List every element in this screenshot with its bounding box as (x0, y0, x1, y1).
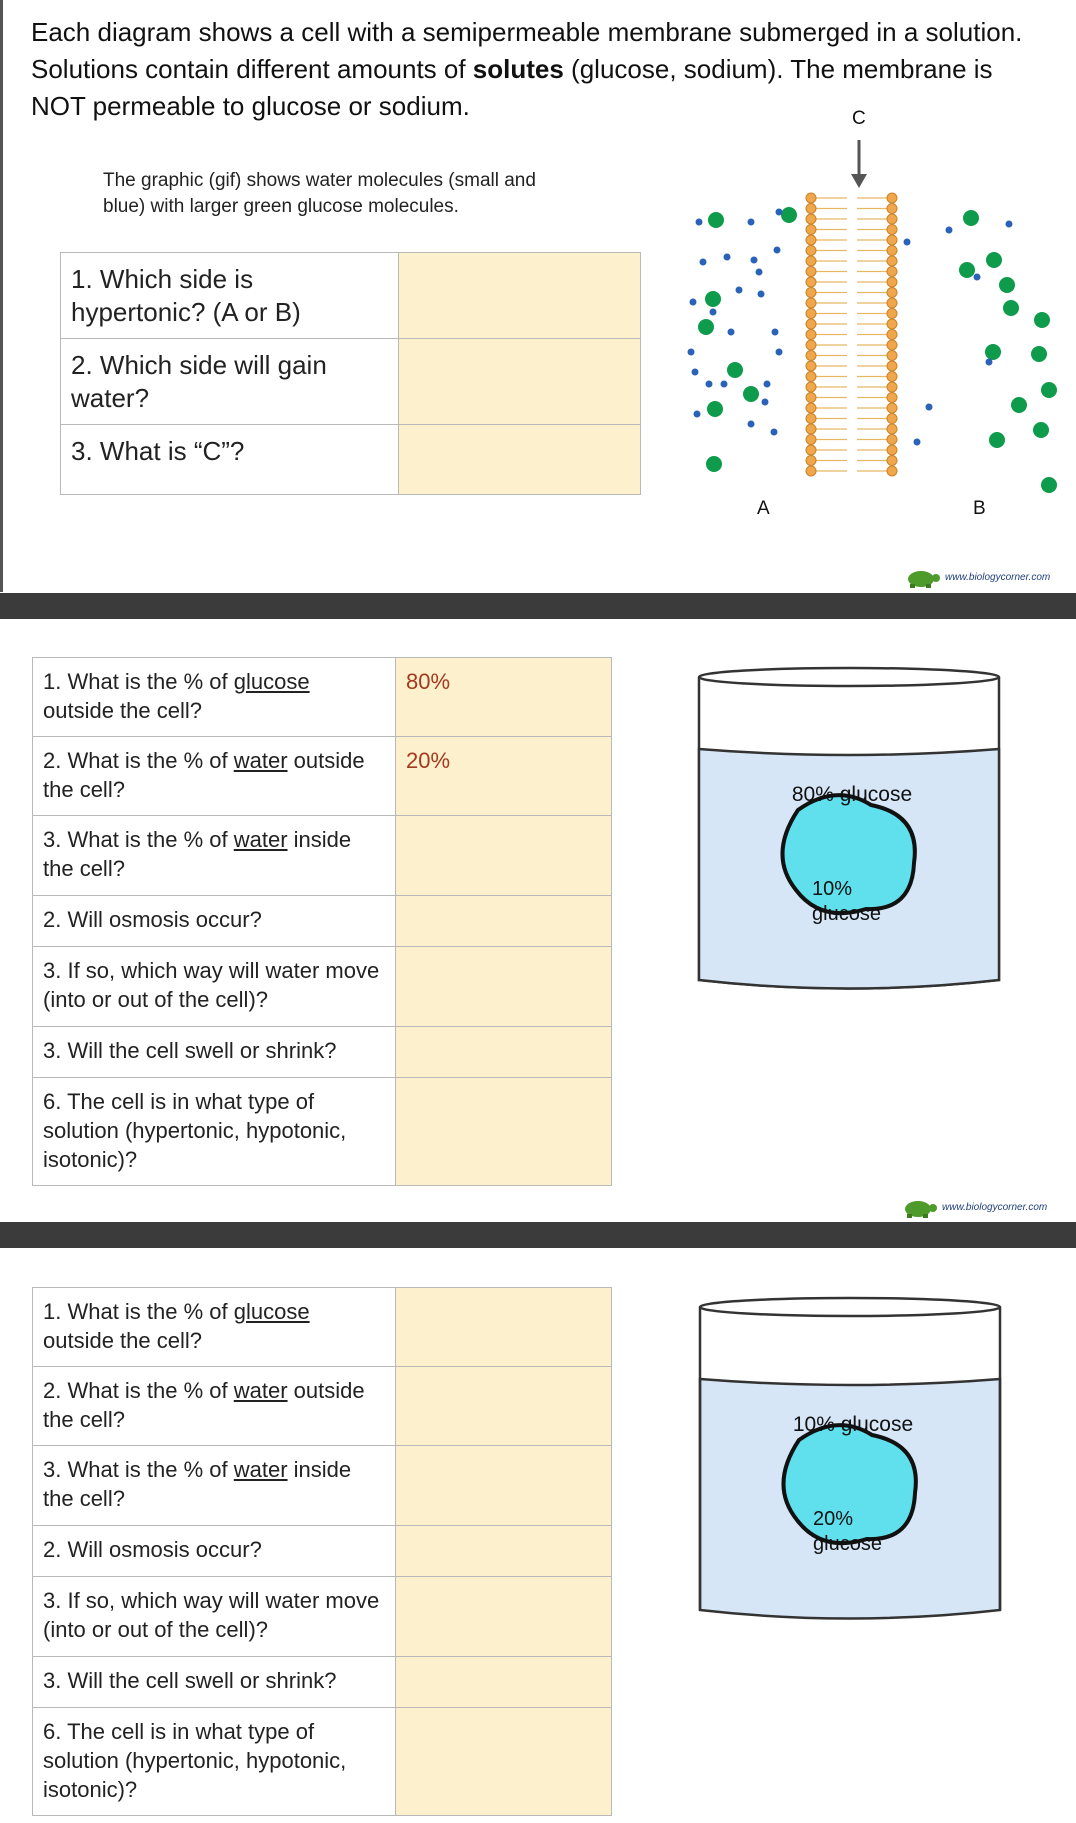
water-molecule (764, 381, 771, 388)
question-cell: 3. If so, which way will water move (into or out of the cell)? (33, 1577, 396, 1657)
membrane-diagram (679, 100, 1076, 540)
section-2-table (32, 657, 612, 1186)
lipid-head (806, 330, 816, 340)
water-molecule (776, 349, 783, 356)
question-cell: 1. What is the % of glucose outside the cell? (33, 1288, 396, 1367)
lipid-head (806, 256, 816, 266)
lipid-head (806, 288, 816, 298)
answer-cell[interactable] (396, 1526, 612, 1577)
question-cell: 2. Will osmosis occur? (33, 1526, 396, 1577)
water-molecule (736, 287, 743, 294)
table-row (33, 1708, 612, 1816)
table-row (33, 896, 612, 947)
gif-note: The graphic (gif) shows water molecules (small and blue) with larger green glucose molecules. (103, 170, 536, 217)
section-divider (0, 1222, 1076, 1248)
lipid-head (887, 235, 897, 245)
water-molecule (728, 329, 735, 336)
lipid-head (806, 403, 816, 413)
beaker-graphic (696, 665, 1002, 1005)
answer-cell[interactable] (396, 1288, 612, 1367)
lipid-head (806, 466, 816, 476)
water-molecule (1006, 221, 1013, 228)
lipid-head (887, 277, 897, 287)
glucose-molecule (743, 386, 759, 402)
answer-cell[interactable]: 20% (396, 737, 612, 816)
table-row (33, 947, 612, 1027)
water-molecule (690, 299, 697, 306)
water-molecule (914, 439, 921, 446)
glucose-molecule (1041, 382, 1057, 398)
lipid-head (887, 288, 897, 298)
lipid-head (887, 330, 897, 340)
answer-cell[interactable] (399, 425, 641, 495)
water-molecule (926, 404, 933, 411)
lipid-head (887, 435, 897, 445)
lipid-head (806, 235, 816, 245)
glucose-molecule (727, 362, 743, 378)
lipid-head (806, 319, 816, 329)
lipid-head (806, 372, 816, 382)
question-cell: 6. The cell is in what type of solution (hypertonic, hypotonic, isotonic)? (33, 1078, 396, 1186)
lipid-head (887, 351, 897, 361)
water-molecule (762, 399, 769, 406)
water-molecule (774, 247, 781, 254)
table-row (33, 1577, 612, 1657)
lipid-head (887, 372, 897, 382)
question-cell: 3. What is the % of water inside the cell? (33, 1446, 396, 1526)
table-row (33, 1657, 612, 1708)
water-molecule (904, 239, 911, 246)
cell-label: 10% glucose (812, 878, 881, 925)
water-molecule (748, 421, 755, 428)
water-molecule (706, 381, 713, 388)
water-molecule (776, 209, 783, 216)
label-b: B (973, 498, 986, 519)
answer-cell[interactable] (396, 1577, 612, 1657)
membrane-bilayer (679, 190, 1076, 570)
table-row (61, 425, 641, 495)
glucose-molecule (708, 212, 724, 228)
answer-cell[interactable] (396, 896, 612, 947)
lipid-head (887, 456, 897, 466)
label-a: A (757, 498, 770, 519)
lipid-head (887, 382, 897, 392)
glucose-molecule (1011, 397, 1027, 413)
lipid-head (806, 309, 816, 319)
lipid-head (887, 193, 897, 203)
question-cell: 6. The cell is in what type of solution (hypertonic, hypotonic, isotonic)? (33, 1708, 396, 1816)
beaker-graphic (697, 1295, 1003, 1635)
intro-text: Each diagram shows a cell with a semipermeable membrane submerged in a solution. Solutions contain different amounts of solutes (glucose, sodium). The membrane is NOT permeable to glucose or sodium. (31, 17, 1023, 121)
answer-cell[interactable] (396, 1657, 612, 1708)
lipid-head (887, 267, 897, 277)
lipid-head (887, 424, 897, 434)
solution-label: 80% glucose (791, 783, 913, 806)
question-cell: 3. What is the % of water inside the cell? (33, 816, 396, 896)
solutes-bold: solutes (472, 54, 564, 84)
question-cell: 3. If so, which way will water move (into or out of the cell)? (33, 947, 396, 1027)
cell-label: 20% glucose (813, 1508, 882, 1555)
lipid-head (887, 414, 897, 424)
water-molecule (974, 274, 981, 281)
section-1 (0, 0, 1076, 592)
table-row (33, 658, 612, 737)
table-row (61, 339, 641, 425)
water-molecule (758, 291, 765, 298)
table-row (33, 1288, 612, 1367)
water-molecule (751, 257, 758, 264)
glucose-molecule (985, 344, 1001, 360)
lipid-head (806, 193, 816, 203)
beaker-diagram (697, 1295, 1003, 1645)
water-molecule (756, 269, 763, 276)
table-row (61, 253, 641, 339)
lipid-head (887, 466, 897, 476)
answer-cell[interactable] (396, 947, 612, 1027)
arrow-down-icon (849, 140, 869, 190)
glucose-molecule (1031, 346, 1047, 362)
water-molecule (772, 329, 779, 336)
question-cell: 1. What is the % of glucose outside the cell? (33, 658, 396, 737)
solution-label: 10% glucose (792, 1413, 914, 1436)
lipid-head (806, 277, 816, 287)
table-row (33, 1027, 612, 1078)
lipid-head (806, 340, 816, 350)
lipid-head (887, 403, 897, 413)
water-molecule (748, 219, 755, 226)
glucose-molecule (986, 252, 1002, 268)
label-c: C (852, 108, 866, 129)
lipid-head (887, 309, 897, 319)
question-cell: 3. Will the cell swell or shrink? (33, 1027, 396, 1078)
glucose-molecule (963, 210, 979, 226)
lipid-head (887, 319, 897, 329)
water-molecule (688, 349, 695, 356)
table-row (33, 1367, 612, 1446)
water-molecule (710, 309, 717, 316)
lipid-head (887, 393, 897, 403)
water-molecule (694, 411, 701, 418)
water-molecule (724, 254, 731, 261)
lipid-head (887, 225, 897, 235)
section-1-table (60, 252, 641, 495)
water-molecule (692, 369, 699, 376)
glucose-molecule (1034, 312, 1050, 328)
answer-cell[interactable] (396, 1367, 612, 1446)
table-row (33, 737, 612, 816)
table-row (33, 816, 612, 896)
beaker-diagram (696, 665, 1002, 1015)
glucose-molecule (706, 456, 722, 472)
question-cell: 3. What is “C”? (61, 425, 399, 495)
glucose-molecule (707, 401, 723, 417)
answer-cell[interactable] (396, 1078, 612, 1186)
question-cell: 2. What is the % of water outside the cell? (33, 737, 396, 816)
glucose-molecule (1041, 477, 1057, 493)
lipid-head (806, 214, 816, 224)
lipid-head (806, 393, 816, 403)
water-molecule (700, 259, 707, 266)
credit-url[interactable]: www.biologycorner.com (942, 1201, 1048, 1213)
glucose-molecule (999, 277, 1015, 293)
turtle-icon (898, 1196, 938, 1218)
answer-cell[interactable] (396, 816, 612, 896)
lipid-head (806, 298, 816, 308)
lipid-head (887, 298, 897, 308)
lipid-head (806, 246, 816, 256)
lipid-head (806, 435, 816, 445)
question-cell: 2. What is the % of water outside the cell? (33, 1367, 396, 1446)
lipid-head (887, 256, 897, 266)
lipid-head (806, 204, 816, 214)
section-3-table (32, 1287, 612, 1816)
water-molecule (986, 359, 993, 366)
lipid-head (806, 445, 816, 455)
glucose-molecule (698, 319, 714, 335)
glucose-molecule (1003, 300, 1019, 316)
answer-cell[interactable] (396, 1708, 612, 1816)
answer-cell[interactable] (396, 1446, 612, 1526)
turtle-icon (901, 566, 941, 588)
glucose-molecule (781, 207, 797, 223)
question-cell: 2. Which side will gain water? (61, 339, 399, 425)
lipid-head (887, 214, 897, 224)
credit (898, 1196, 1047, 1218)
lipid-head (806, 267, 816, 277)
water-molecule (771, 429, 778, 436)
answer-cell[interactable]: 80% (396, 658, 612, 737)
glucose-molecule (959, 262, 975, 278)
table-row (33, 1526, 612, 1577)
credit (901, 566, 1050, 588)
question-cell: 1. Which side is hypertonic? (A or B) (61, 253, 399, 339)
lipid-head (806, 382, 816, 392)
lipid-head (806, 351, 816, 361)
table-row (33, 1446, 612, 1526)
lipid-head (887, 246, 897, 256)
answer-cell[interactable] (396, 1027, 612, 1078)
water-molecule (721, 381, 728, 388)
lipid-head (806, 424, 816, 434)
lipid-head (806, 456, 816, 466)
credit-url[interactable]: www.biologycorner.com (945, 571, 1051, 583)
water-molecule (696, 219, 703, 226)
lipid-head (887, 445, 897, 455)
section-divider (0, 593, 1076, 619)
glucose-molecule (705, 291, 721, 307)
lipid-head (887, 204, 897, 214)
lipid-head (806, 225, 816, 235)
answer-cell[interactable] (399, 339, 641, 425)
water-molecule (946, 227, 953, 234)
table-row (33, 1078, 612, 1186)
lipid-head (887, 340, 897, 350)
question-cell: 3. Will the cell swell or shrink? (33, 1657, 396, 1708)
glucose-molecule (989, 432, 1005, 448)
lipid-head (806, 414, 816, 424)
lipid-head (806, 361, 816, 371)
question-cell: 2. Will osmosis occur? (33, 896, 396, 947)
answer-cell[interactable] (399, 253, 641, 339)
glucose-molecule (1033, 422, 1049, 438)
lipid-head (887, 361, 897, 371)
